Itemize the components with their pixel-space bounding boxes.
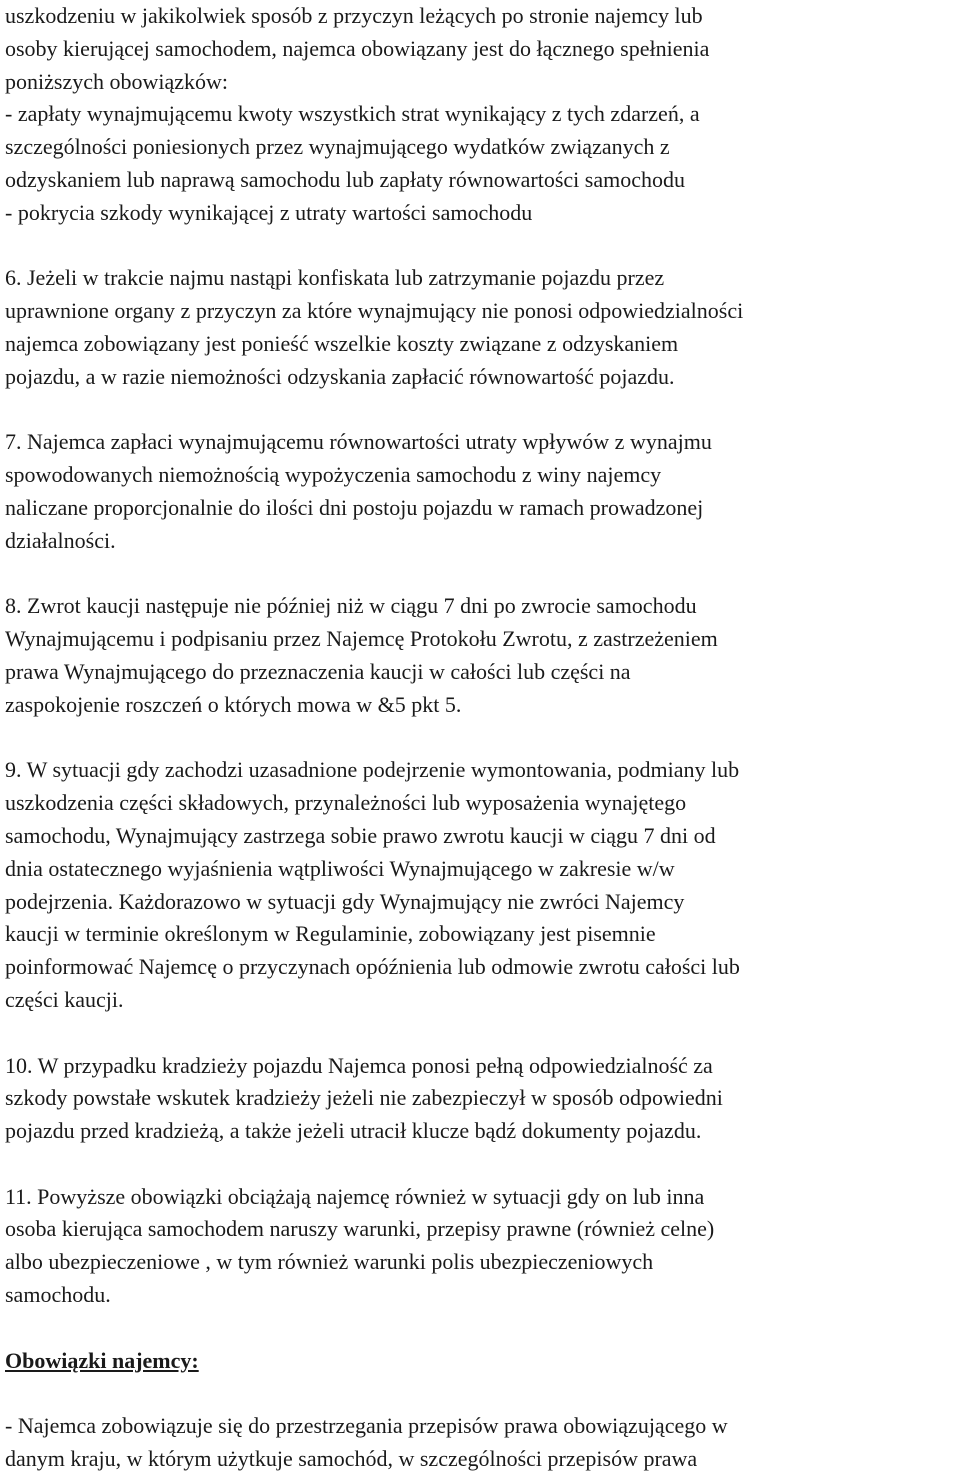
text-line: - zapłaty wynajmującemu kwoty wszystkich strat wynikający z tych zdarzeń, a [5,101,700,127]
text-line: poinformować Najemcę o przyczynach opóźnienia lub odmowie zwrotu całości lub [5,954,740,980]
text-line: - Najemca zobowiązuje się do przestrzegania przepisów prawa obowiązującego w [5,1413,728,1439]
text-line: samochodu, Wynajmujący zastrzega sobie prawo zwrotu kaucji w ciągu 7 dni od [5,822,716,848]
text-line: samochodu. [5,1282,111,1308]
text-line: części kaucji. [5,986,124,1012]
text-line: 11. Powyższe obowiązki obciążają najemcę również w sytuacji gdy on lub inna [5,1183,705,1209]
text-line: danym kraju, w którym użytkuje samochód, w szczególności przepisów prawa [5,1446,698,1472]
text-line: uprawnione organy z przyczyn za które wynajmujący nie ponosi odpowiedzialności [5,298,744,324]
text-line: 10. W przypadku kradzieży pojazdu Najemca ponosi pełną odpowiedzialność za [5,1052,713,1078]
text-line: szczególności poniesionych przez wynajmującego wydatków związanych z [5,134,670,160]
section-heading: Obowiązki najemcy: [5,1347,199,1373]
text-line: pojazdu, a w razie niemożności odzyskania zapłacić równowartość pojazdu. [5,363,675,389]
paragraph-gap [5,558,957,591]
text-line: odzyskaniem lub naprawą samochodu lub zapłaty równowartości samochodu [5,166,685,192]
paragraph-11 [5,1181,957,1312]
paragraph-gap [5,230,957,263]
paragraph-10 [5,1050,957,1148]
text-line: osoba kierująca samochodem naruszy warunki, przepisy prawne (również celne) [5,1216,715,1242]
text-line: uszkodzenia części składowych, przynależności lub wyposażenia wynajętego [5,790,687,816]
paragraph-gap [5,1017,957,1050]
paragraph-9 [5,754,957,1016]
text-line: spowodowanych niemożnością wypożyczenia samochodu z winy najemcy [5,462,662,488]
tenant-obligations-paragraph [5,1410,957,1476]
paragraph-gap [5,722,957,755]
text-line: uszkodzeniu w jakikolwiek sposób z przyczyn leżących po stronie najemcy lub [5,3,703,28]
text-line: działalności. [5,527,116,553]
paragraph-gap [5,394,957,427]
paragraph-7 [5,426,957,557]
text-line: pojazdu przed kradzieżą, a także jeżeli utracił klucze bądź dokumenty pojazdu. [5,1118,702,1144]
text-line: dnia ostatecznego wyjaśnienia wątpliwości Wynajmującego w zakresie w/w [5,855,675,881]
text-line: szkody powstałe wskutek kradzieży jeżeli nie zabezpieczył w sposób odpowiedni [5,1085,723,1111]
text-line: podejrzenia. Każdorazowo w sytuacji gdy Wynajmujący nie zwróci Najemcy [5,888,685,914]
text-line: prawa Wynajmującego do przeznaczenia kaucji w całości lub części na [5,658,631,684]
section-heading-block [5,1345,957,1378]
paragraph-8 [5,590,957,721]
text-line: naliczane proporcjonalnie do ilości dni postoju pojazdu w ramach prowadzonej [5,494,704,520]
text-line: osoby kierującej samochodem, najemca obowiązany jest do łącznego spełnienia [5,35,710,61]
text-line: albo ubezpieczeniowe , w tym również warunki polis ubezpieczeniowych [5,1249,654,1275]
paragraph-gap [5,1148,957,1181]
document-page [5,0,957,1476]
text-line: 8. Zwrot kaucji następuje nie później niż w ciągu 7 dni po zwrocie samochodu [5,593,697,619]
text-line: 6. Jeżeli w trakcie najmu nastąpi konfiskata lub zatrzymanie pojazdu przez [5,265,665,291]
text-line: poniższych obowiązków: [5,68,228,94]
paragraph-gap [5,1312,957,1345]
text-line: Wynajmującemu i podpisaniu przez Najemcę Protokołu Zwrotu, z zastrzeżeniem [5,626,718,652]
text-line: zaspokojenie roszczeń o których mowa w &5 pkt 5. [5,691,462,717]
text-line: 9. W sytuacji gdy zachodzi uzasadnione podejrzenie wymontowania, podmiany lub [5,757,740,783]
text-line: 7. Najemca zapłaci wynajmującemu równowartości utraty wpływów z wynajmu [5,429,712,455]
paragraph-gap [5,1377,957,1410]
text-line: kaucji w terminie określonym w Regulaminie, zobowiązany jest pisemnie [5,921,656,947]
paragraph-5-continuation [5,0,957,230]
text-line: najemca zobowiązany jest ponieść wszelkie koszty związane z odzyskaniem [5,330,679,356]
paragraph-6 [5,262,957,393]
text-line: - pokrycia szkody wynikającej z utraty wartości samochodu [5,199,533,225]
